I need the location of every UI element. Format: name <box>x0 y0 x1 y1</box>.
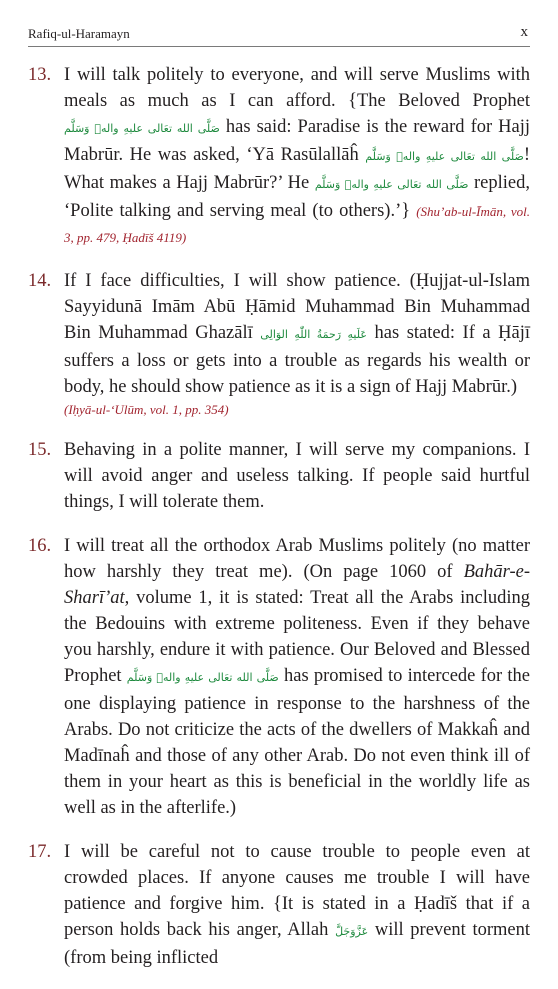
arabic-salutation: صَلَّى الله تعَالى عليهِ والهٖ وَسَلَّم <box>126 671 279 684</box>
text-segment: has promised to intercede for the one displaying patience in response to the harshness of the Arabs. Do not criticize the acts of the dwellers of Makkaĥ and Madīnaĥ and those of any other Arab. Do not even think ill of them in your heart as this is beneficial in the worldly life as well as in the afterlife.) <box>64 666 530 818</box>
item-number: 16. <box>28 536 52 556</box>
arabic-honorific: عَلَيهِ رَحمَةُ اللّٰهِ الوَالِى <box>260 328 367 341</box>
item-number: 15. <box>28 440 52 460</box>
item-text <box>64 533 530 821</box>
book-title: Rafiq-ul-Haramayn <box>28 26 130 41</box>
text-segment: I will talk politely to everyone, and will serve Muslims with meals as much as I can afford. {The Beloved Prophet <box>64 65 530 111</box>
text-segment: I will be careful not to cause trouble to people even at crowded places. If anyone causes me trouble I will have patience and forgive him. {It is stated in a Ḥadīš that if a person holds back his anger, Allah <box>64 842 530 940</box>
item-number: 14. <box>28 271 52 291</box>
text-segment: ! What makes a Hajj Mabrūr?’ He <box>64 145 531 193</box>
text-segment: has said: Paradise is the reward for Hajj Mabrūr. He was asked, ‘Yā Rasūlallāĥ <box>64 117 531 165</box>
text-segment: , volume 1, it is stated: Treat all the Arabs including the Bedouins with extreme politeness. Even if they behave you harshly, endure it with patience. Our Beloved and Blessed Prophet <box>64 588 530 686</box>
arabic-honorific: عَزَّوَجَلَّ <box>335 925 369 938</box>
item-text: Behaving in a polite manner, I will serve my companions. I will avoid anger and useless talking. If people said hurtful things, I will tolerate them. <box>64 440 530 512</box>
text-segment: will prevent torment (from being inflicted <box>64 920 530 968</box>
list-item-17 <box>28 839 530 971</box>
list-item-15 <box>28 437 530 515</box>
arabic-salutation: صَلَّى الله تعَالى عليهِ والهٖ وَسَلَّم <box>314 178 469 191</box>
item-text <box>64 268 530 400</box>
item-number: 17. <box>28 842 52 862</box>
reference-citation: (Iḥyā-ul-‘Ulūm, vol. 1, pp. 354) <box>64 402 229 417</box>
book-title-italic: Bahār-e-Sharī’at <box>64 562 530 608</box>
item-text <box>64 839 530 971</box>
text-segment: I will treat all the orthodox Arab Muslims politely (no matter how harshly they treat me). (On page 1060 of <box>64 536 530 582</box>
item-text <box>64 62 530 250</box>
text-segment: has stated: If a Ḥājī suffers a loss or gets into a trouble as regards his wealth or body, he should show patience as it is a sign of Hajj Mabrūr.) <box>64 323 531 397</box>
list-item-16 <box>28 533 530 821</box>
text-segment: replied, ‘Polite talking and serving meal (to others).’} <box>64 173 531 221</box>
arabic-salutation: صَلَّى الله تعَالى عليهِ والهٖ وَسَلَّم <box>365 150 524 163</box>
list-item-13 <box>28 62 530 250</box>
list-item-14 <box>28 268 530 419</box>
page-header <box>28 22 530 47</box>
page-number: x <box>520 24 528 40</box>
intentions-list <box>28 62 530 989</box>
reference-citation: (Shu’ab-ul-Īmān, vol. 3, pp. 479, Ḥadīš 4119) <box>64 204 530 245</box>
text-segment: If I face difficulties, I will show patience. (Ḥujjat-ul-Islam Sayyidunā Imām Abū Ḥāmid Muhammad Bin Muhammad Bin Muhammad Ghazālī <box>64 271 530 343</box>
item-number: 13. <box>28 65 52 85</box>
arabic-salutation: صَلَّى الله تعَالى عليهِ والهٖ وَسَلَّم <box>64 122 220 135</box>
